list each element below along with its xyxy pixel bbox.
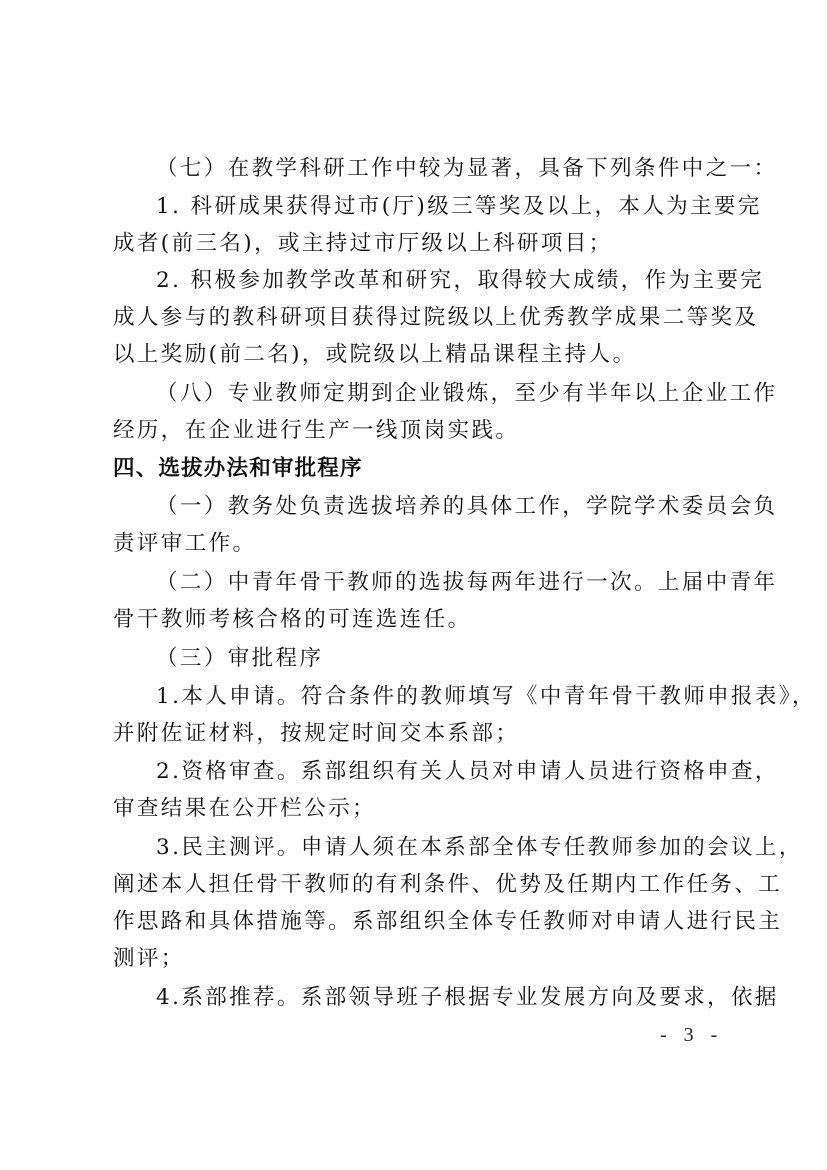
step-3-cont: 阐述本人担任骨干教师的有利条件、优势及任期内工作任务、工	[113, 872, 783, 897]
clause-7-item-2-cont2: 以上奖励(前二名)，或院级以上精品课程主持人。	[113, 342, 637, 367]
clause-7-item-1-cont: 成者(前三名)，或主持过市厅级以上科研项目；	[113, 231, 613, 256]
section-4-item-2-cont: 骨干教师考核合格的可连选连任。	[113, 607, 472, 632]
section-4-item-1-cont: 责评审工作。	[113, 531, 257, 556]
page-number: - 3 -	[660, 1024, 724, 1046]
section-4-item-1: （一）教务处负责选拔培养的具体工作，学院学术委员会负	[156, 494, 778, 519]
step-1: 1.本人申请。符合条件的教师填写《中青年骨干教师申报表》，	[156, 684, 816, 709]
clause-7-item-2: 2. 积极参加教学改革和研究，取得较大成绩，作为主要完	[156, 268, 765, 293]
step-2: 2.资格审查。系部组织有关人员对申请人员进行资格申查，	[156, 759, 779, 784]
step-2-cont: 审查结果在公开栏公示；	[113, 796, 376, 821]
section-4-heading: 四、选拔办法和审批程序	[113, 456, 363, 481]
step-3-cont2: 作思路和具体措施等。系部组织全体专任教师对申请人进行民主	[113, 909, 783, 934]
clause-8-cont: 经历，在企业进行生产一线顶岗实践。	[113, 418, 520, 443]
clause-7-item-1: 1. 科研成果获得过市(厅)级三等奖及以上，本人为主要完	[156, 194, 762, 219]
clause-7-heading: （七）在教学科研工作中较为显著，具备下列条件中之一：	[156, 156, 778, 181]
clause-8: （八）专业教师定期到企业锻炼，至少有半年以上企业工作	[156, 381, 778, 406]
section-4-item-3: （三）审批程序	[156, 646, 324, 671]
step-3: 3.民主测评。申请人须在本系部全体专任教师参加的会议上，	[156, 835, 803, 860]
step-3-cont3: 测评；	[113, 946, 185, 971]
step-4: 4.系部推荐。系部领导班子根据专业发展方向及要求，依据	[156, 985, 779, 1010]
step-1-cont: 并附佐证材料，按规定时间交本系部；	[113, 721, 520, 746]
clause-7-item-2-cont: 成人参与的教科研项目获得过院级以上优秀教学成果二等奖及	[113, 305, 759, 330]
section-4-item-2: （二）中青年骨干教师的选拔每两年进行一次。上届中青年	[156, 570, 778, 595]
